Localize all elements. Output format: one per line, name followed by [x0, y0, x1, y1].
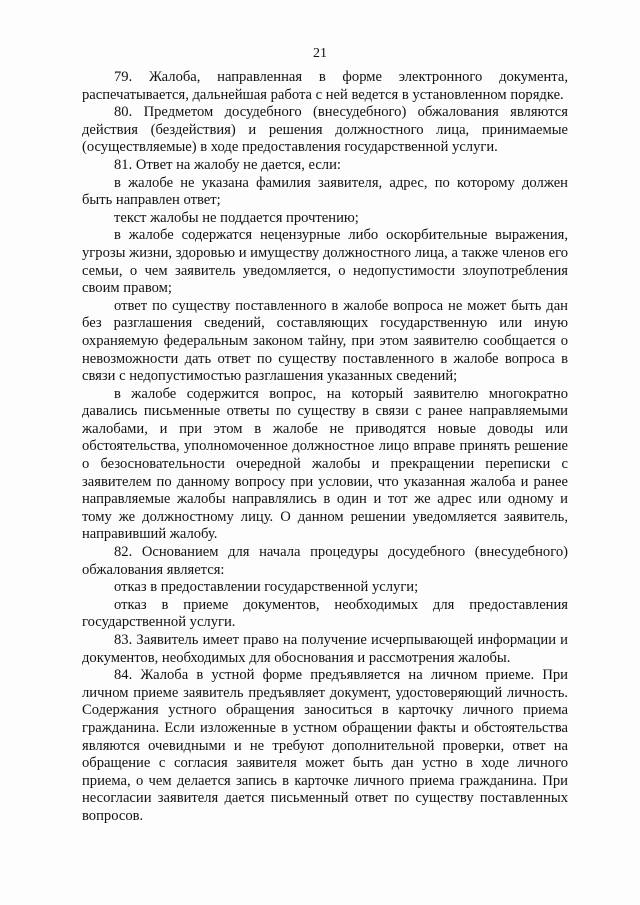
paragraph-79: 79. Жалоба, направленная в форме электронного документа, распечатывается, дальнейшая работа с ней ведется в установленном порядке.: [82, 69, 568, 103]
paragraph-81-secret: ответ по существу поставленного в жалобе вопроса не может быть дан без разглашения сведений, составляющих государственную или иную охраняемую федеральным законом тайну, при этом заявителю сообщается о невозможности дать ответ по существу поставленного в жалобе вопроса в связи с недопустимостью разглашения указанных сведений;: [82, 297, 568, 385]
paragraph-81-no-surname: в жалобе не указана фамилия заявителя, адрес, по которому должен быть направлен ответ;: [82, 174, 568, 209]
paragraph-80: 80. Предметом досудебного (внесудебного) обжалования являются действия (бездействия) и решения должностного лица, принимаемые (осуществляемые) в ходе предоставления государственной услуги.: [82, 104, 568, 156]
paragraph-84: 84. Жалоба в устной форме предъявляется на личном приеме. При личном приеме заявитель предъявляет документ, удостоверяющий личность. Содержания устного обращения заноситься в карточку личного приема гражданина. Если изложенные в устном обращении факты и обстоятельства являются очевидными и не требуют дополнительной проверки, ответ на обращение с согласия заявителя может быть дан устно в ходе личного приема, о чем делается запись в карточке личного приема гражданина. При несогласии заявителя дается письменный ответ по существу поставленных вопросов.: [82, 667, 568, 824]
page-number: 21: [313, 46, 327, 61]
paragraph-81-unreadable: текст жалобы не поддается прочтению;: [114, 209, 359, 226]
paragraph-82-refusal-service: отказ в предоставлении государственной услуги;: [114, 579, 419, 596]
paragraph-81-offensive: в жалобе содержатся нецензурные либо оскорбительные выражения, угрозы жизни, здоровью и имуществу должностного лица, а также членов его семьи, о чем заявитель уведомляется, о недопустимости злоупотребления своим правом;: [82, 227, 568, 297]
document-body: [82, 69, 568, 826]
paragraph-82: 82. Основанием для начала процедуры досудебного (внесудебного) обжалования является:: [82, 544, 568, 578]
paragraph-83: 83. Заявитель имеет право на получение исчерпывающей информации и документов, необходимых для обоснования и рассмотрения жалобы.: [82, 632, 568, 666]
paragraph-82-refusal-documents: отказ в приеме документов, необходимых для предоставления государственной услуги.: [82, 596, 568, 631]
paragraph-81-repeated: в жалобе содержится вопрос, на который заявителю многократно давались письменные ответы по существу в связи с ранее направляемыми жалобами, и при этом в жалобе не приводятся новые доводы или обстоятельства, уполномоченное должностное лицо вправе принять решение о безосновательности очередной жалобы и прекращении переписки с заявителем по данному вопросу при условии, что указанная жалоба и ранее направляемые жалобы направлялись в один и тот же адрес или одному и тому же должностному лицу. О данном решении уведомляется заявитель, направивший жалобу.: [82, 385, 568, 543]
paragraph-81-intro: 81. Ответ на жалобу не дается, если:: [114, 156, 341, 173]
